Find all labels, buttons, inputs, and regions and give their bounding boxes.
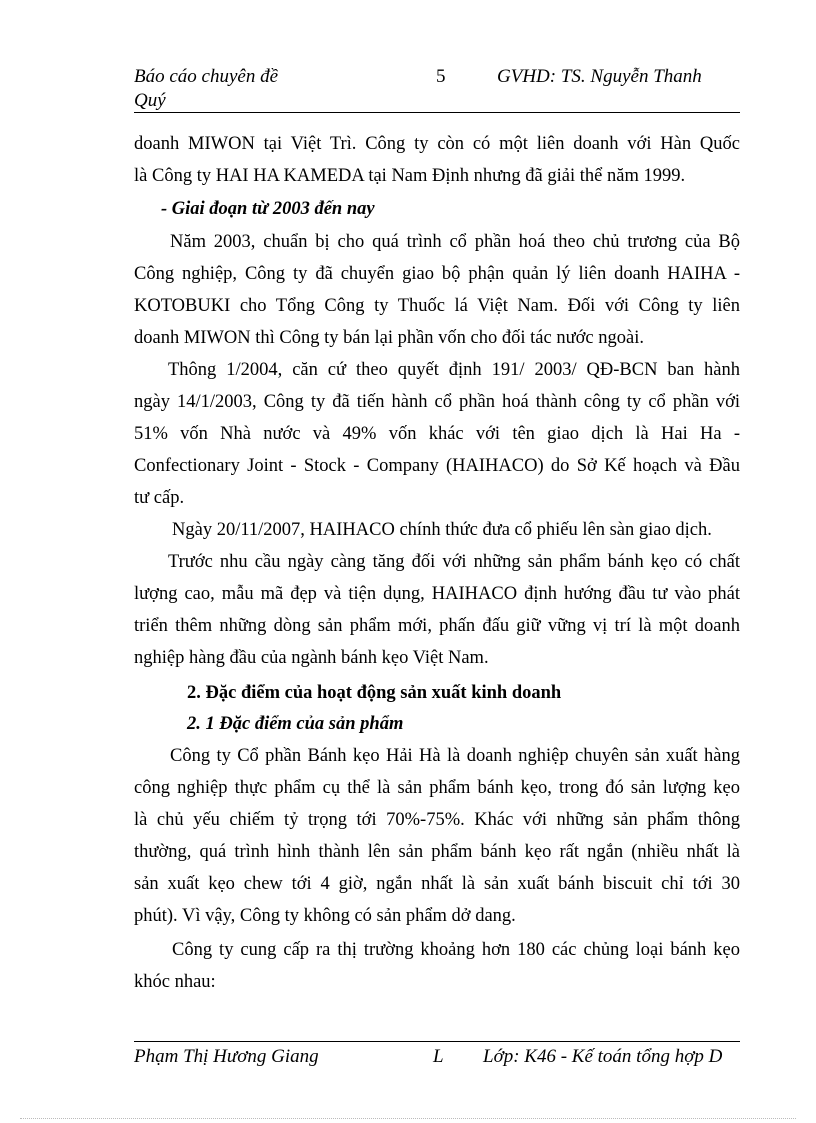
body-line: Công nghiệp, Công ty đã chuyển giao bộ phận quản lý liên doanh HAIHA - xyxy=(134,264,740,284)
body-line: Trước nhu cầu ngày càng tăng đối với những sản phẩm bánh kẹo có chất xyxy=(168,552,740,572)
body-line: Công ty cung cấp ra thị trường khoảng hơn 180 các chủng loại bánh kẹo xyxy=(172,940,740,960)
body-line: Công ty Cổ phần Bánh kẹo Hải Hà là doanh nghiệp chuyên sản xuất hàng xyxy=(170,746,740,766)
body-line: khóc nhau: xyxy=(134,972,216,992)
header-page-number: 5 xyxy=(436,66,446,87)
body-line: doanh MIWON tại Việt Trì. Công ty còn có một liên doanh với Hàn Quốc xyxy=(134,134,740,154)
header-rule xyxy=(134,112,740,113)
body-line: triển thêm những dòng sản phẩm mới, phấn đấu giữ vững vị trí là một doanh xyxy=(134,616,740,636)
body-line: KOTOBUKI cho Tổng Công ty Thuốc lá Việt Nam. Đối với Công ty liên xyxy=(134,296,740,316)
subsection-heading: 2. 1 Đặc điểm của sản phẩm xyxy=(187,714,404,734)
body-line: phút). Vì vậy, Công ty không có sản phẩm dở dang. xyxy=(134,906,516,926)
body-line: là Công ty HAI HA KAMEDA tại Nam Định nhưng đã giải thể năm 1999. xyxy=(134,166,686,186)
body-line: tư cấp. xyxy=(134,488,185,508)
page-edge-divider xyxy=(20,1118,796,1119)
body-line: Thông 1/2004, căn cứ theo quyết định 191/ 2003/ QĐ-BCN ban hành xyxy=(168,360,740,380)
body-line: là chủ yếu chiếm tỷ trọng tới 70%-75%. Khác với những sản phẩm thông xyxy=(134,810,740,830)
body-line: Ngày 20/11/2007, HAIHACO chính thức đưa cổ phiếu lên sàn giao dịch. xyxy=(172,520,712,540)
body-line: nghiệp hàng đầu của ngành bánh kẹo Việt Nam. xyxy=(134,648,489,668)
header-report-title-cont: Quý xyxy=(134,90,166,111)
body-line: Năm 2003, chuẩn bị cho quá trình cổ phần hoá theo chủ trương của Bộ xyxy=(170,232,740,252)
body-line: 51% vốn Nhà nước và 49% vốn khác với tên giao dịch là Hai Ha - xyxy=(134,424,740,444)
footer-mark: L xyxy=(433,1046,444,1067)
footer-rule xyxy=(134,1041,740,1042)
body-line: lượng cao, mẫu mã đẹp và tiện dụng, HAIHACO định hướng đầu tư vào phát xyxy=(134,584,740,604)
section-subheading: - Giai đoạn từ 2003 đến nay xyxy=(161,199,375,219)
header-report-title: Báo cáo chuyên đề xyxy=(134,66,279,87)
footer-author: Phạm Thị Hương Giang xyxy=(134,1046,319,1067)
body-line: công nghiệp thực phẩm cụ thể là sản phẩm bánh kẹo, trong đó sản lượng kẹo xyxy=(134,778,740,798)
body-line: thường, quá trình hình thành lên sản phẩm bánh kẹo rất ngắn (nhiều nhất là xyxy=(134,842,740,862)
body-line: Confectionary Joint - Stock - Company (HAIHACO) do Sở Kế hoạch và Đầu xyxy=(134,456,740,476)
body-line: doanh MIWON thì Công ty bán lại phần vốn cho đối tác nước ngoài. xyxy=(134,328,644,348)
header-supervisor: GVHD: TS. Nguyễn Thanh xyxy=(497,66,702,87)
footer-class-info: Lớp: K46 - Kế toán tổng hợp D xyxy=(483,1046,723,1067)
body-line: ngày 14/1/2003, Công ty đã tiến hành cổ phần hoá thành công ty cổ phần với xyxy=(134,392,740,412)
section-heading: 2. Đặc điểm của hoạt động sản xuất kinh doanh xyxy=(187,683,562,703)
body-line: sản xuất kẹo chew tới 4 giờ, ngắn nhất là sản xuất bánh biscuit chỉ tới 30 xyxy=(134,874,740,894)
